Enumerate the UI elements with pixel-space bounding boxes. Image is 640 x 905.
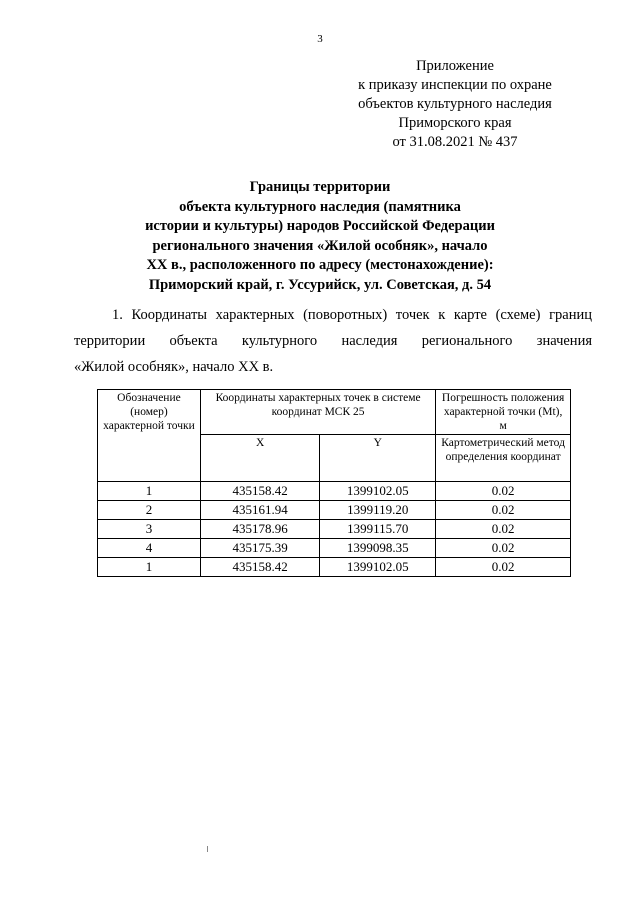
header-accuracy: Погрешность положения характерной точки (Mt), м [436,390,571,435]
header-x: X [200,435,319,482]
header-method: Картометрический метод определения координат [436,435,571,482]
title-line: истории и культуры) народов Российской Федерации [145,218,495,234]
table-row [98,501,571,520]
cell-point: 1 [98,558,201,577]
cell-x: 435158.42 [200,558,319,577]
cell-y: 1399119.20 [320,501,436,520]
cell-y: 1399102.05 [320,482,436,501]
paragraph-line: 1. Координаты характерных (поворотных) точек к карте (схеме) границ [112,307,592,323]
table-row [98,482,571,501]
cell-x: 435158.42 [200,482,319,501]
cell-y: 1399115.70 [320,520,436,539]
page-number: 3 [317,33,323,45]
paragraph-line: территории объекта культурного наследия регионального значения [74,333,592,349]
cell-mt: 0.02 [436,539,571,558]
cell-mt: 0.02 [436,558,571,577]
document-title [110,178,530,295]
appendix-block [340,57,570,152]
header-coords: Координаты характерных точек в системе координат МСК 25 [200,390,435,435]
table-row [98,520,571,539]
title-line: Приморский край, г. Уссурийск, ул. Советская, д. 54 [148,276,492,293]
cell-y: 1399098.35 [320,539,436,558]
header-y: Y [320,435,436,482]
cell-y: 1399102.05 [320,558,436,577]
scan-speck [207,846,208,852]
appendix-line: от 31.08.2021 № 437 [392,134,518,150]
title-line: регионального значения «Жилой особняк», начало [152,237,488,254]
table-row [98,539,571,558]
cell-point: 4 [98,539,201,558]
paragraph-line: «Жилой особняк», начало XX в. [74,359,274,375]
body-paragraph [74,302,592,380]
table-row [98,558,571,577]
coordinates-table [97,389,571,577]
appendix-line: к приказу инспекции по охране [358,77,552,93]
appendix-line: Приложение [416,58,494,74]
cell-point: 2 [98,501,201,520]
cell-mt: 0.02 [436,482,571,501]
title-line: XX в., расположенного по адресу (местонахождение): [146,257,494,273]
cell-x: 435175.39 [200,539,319,558]
appendix-line: Приморского края [398,115,512,131]
cell-mt: 0.02 [436,520,571,539]
title-line: Границы территории [249,179,391,195]
appendix-line: объектов культурного наследия [358,96,552,112]
cell-mt: 0.02 [436,501,571,520]
cell-point: 3 [98,520,201,539]
cell-x: 435178.96 [200,520,319,539]
cell-point: 1 [98,482,201,501]
cell-x: 435161.94 [200,501,319,520]
title-line: объекта культурного наследия (памятника [179,198,461,215]
header-point: Обозначение (номер) характерной точки [98,390,201,482]
